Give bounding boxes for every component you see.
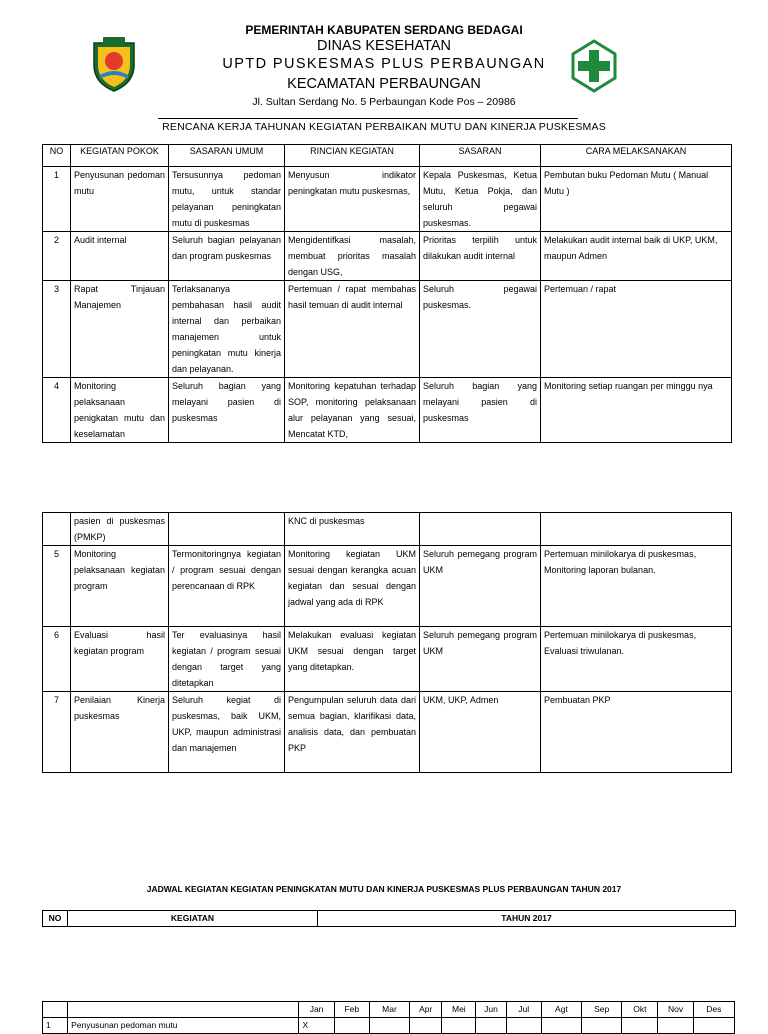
sasaran-cell: Kepala Puskesmas, Ketua Mutu, Ketua Pokja, dan seluruh pegawai puskesmas. [420, 167, 541, 232]
month-header: Jan [299, 1002, 334, 1018]
month-header: Feb [334, 1002, 369, 1018]
month-header: Nov [658, 1002, 693, 1018]
cara-melaksanakan-cell: Pertemuan / rapat [541, 281, 732, 378]
schedule-row-kegiatan: Penyusunan pedoman mutu [68, 1018, 299, 1034]
col-header-kegiatan-pokok: KEGIATAN POKOK [71, 145, 169, 167]
kegiatan-pokok-cell: Penilaian Kinerja puskesmas [71, 692, 169, 773]
schedule-mark-cell [622, 1018, 658, 1034]
schedule-mark-cell [442, 1018, 476, 1034]
kegiatan-pokok-cell: Monitoring pelaksanaan kegiatan program [71, 546, 169, 627]
plan-title: RENCANA KERJA TAHUNAN KEGIATAN PERBAIKAN MUTU DAN KINERJA PUSKESMAS [162, 121, 606, 133]
kegiatan-pokok-cell: Monitoring pelaksanaan penigkatan mutu dan keselamatan [71, 378, 169, 443]
row-number: 4 [43, 378, 71, 443]
row-number: 6 [43, 627, 71, 692]
row-number: 2 [43, 232, 71, 281]
rincian-kegiatan-cell: Menyusun indikator peningkatan mutu puskesmas, [285, 167, 420, 232]
header-office: DINAS KESEHATAN [316, 38, 452, 54]
sasaran-cell: Seluruh bagian yang melayani pasien di puskesmas [420, 378, 541, 443]
col-header-rincian-kegiatan: RINCIAN KEGIATAN [285, 145, 420, 167]
rincian-kegiatan-cell: Monitoring kegiatan UKM sesuai dengan kerangka acuan kegiatan dan sesuai dengan jadwal yang ada di RPK [285, 546, 420, 627]
month-header: Sep [582, 1002, 622, 1018]
sasaran-cell: Seluruh pemegang program UKM [420, 546, 541, 627]
month-header: Mei [442, 1002, 476, 1018]
schedule-header-kegiatan: KEGIATAN [68, 911, 318, 927]
row-number: 1 [43, 167, 71, 232]
table-row [43, 167, 732, 232]
col-header-sasaran-umum: SASARAN UMUM [169, 145, 285, 167]
schedule-header-table [42, 910, 736, 927]
sasaran-umum-cell: Seluruh kegiat di puskesmas, baik UKM, UKP, maupun administrasi dan manajemen [169, 692, 285, 773]
month-header: Okt [622, 1002, 658, 1018]
month-header: Mar [369, 1002, 409, 1018]
cara-melaksanakan-cell: Pertemuan minilokarya di puskesmas, Evaluasi triwulanan. [541, 627, 732, 692]
schedule-blank-kegiatan [68, 1002, 299, 1018]
sasaran-cell: UKM, UKP, Admen [420, 692, 541, 773]
cara-melaksanakan-cell: Pertemuan minilokarya di puskesmas, Monitoring laporan bulanan. [541, 546, 732, 627]
schedule-mark-cell [506, 1018, 541, 1034]
month-header: Agt [541, 1002, 581, 1018]
schedule-row-number: 1 [43, 1018, 68, 1034]
schedule-header-row [43, 911, 736, 927]
row-number: 7 [43, 692, 71, 773]
sasaran-cell: Seluruh pemegang program UKM [420, 627, 541, 692]
sasaran-cell: Prioritas terpilih untuk dilakukan audit internal [420, 232, 541, 281]
col-header-no: NO [43, 145, 71, 167]
sasaran-cell: Seluruh pegawai puskesmas. [420, 281, 541, 378]
plan-table-header [43, 145, 732, 167]
table-row [43, 281, 732, 378]
sasaran-umum-cell: Ter evaluasinya hasil kegiatan / program sesuai dengan target yang ditetapkan [169, 627, 285, 692]
schedule-month-row [43, 1002, 735, 1018]
table-row [43, 378, 732, 443]
kegiatan-pokok-cell: Rapat Tinjauan Manajemen [71, 281, 169, 378]
cara-melaksanakan-cell: Monitoring setiap ruangan per minggu nya [541, 378, 732, 443]
header-address: Jl. Sultan Serdang No. 5 Perbaungan Kode Pos – 20986 [252, 96, 516, 108]
header-district: KECAMATAN PERBAUNGAN [287, 76, 481, 92]
col-header-sasaran: SASARAN [420, 145, 541, 167]
sasaran-umum-cell: Seluruh bagian pelayanan dan program puskesmas [169, 232, 285, 281]
table-row [43, 627, 732, 692]
rincian-kegiatan-cell: KNC di puskesmas [285, 513, 420, 546]
schedule-mark-cell: X [299, 1018, 334, 1034]
kegiatan-pokok-cell: Evaluasi hasil kegiatan program [71, 627, 169, 692]
row-number: 5 [43, 546, 71, 627]
month-header: Des [693, 1002, 734, 1018]
month-header: Apr [410, 1002, 442, 1018]
schedule-mark-cell [582, 1018, 622, 1034]
table-row [43, 692, 732, 773]
plan-table-continued [42, 512, 732, 773]
schedule-row [43, 1018, 735, 1034]
sasaran-umum-cell: Seluruh bagian yang melayani pasien di puskesmas [169, 378, 285, 443]
plan-table [42, 144, 732, 443]
header-government: PEMERINTAH KABUPATEN SERDANG BEDAGAI [245, 23, 523, 37]
rincian-kegiatan-cell: Melakukan evaluasi kegiatan UKM sesuai dengan target yang ditetapkan. [285, 627, 420, 692]
kegiatan-pokok-cell: Audit internal [71, 232, 169, 281]
month-header: Jun [476, 1002, 506, 1018]
row-number: 3 [43, 281, 71, 378]
rincian-kegiatan-cell: Monitoring kepatuhan terhadap SOP, monitoring pelaksanaan alur pelayanan yang sesuai, Mencatat KTD, [285, 378, 420, 443]
schedule-mark-cell [369, 1018, 409, 1034]
schedule-mark-cell [693, 1018, 734, 1034]
rincian-kegiatan-cell: Mengidentifkasi masalah, membuat prioritas masalah dengan USG, [285, 232, 420, 281]
schedule-mark-cell [476, 1018, 506, 1034]
col-header-cara-melaksanakan: CARA MELAKSANAKAN [541, 145, 732, 167]
table-row [43, 513, 732, 546]
sasaran-umum-cell: Terlaksananya pembahasan hasil audit internal dan perbaikan manajemen untuk peningkatan mutu kinerja dan pelayanan. [169, 281, 285, 378]
rincian-kegiatan-cell: Pertemuan / rapat membahas hasil temuan di audit internal [285, 281, 420, 378]
schedule-table [42, 1001, 735, 1034]
month-header: Jul [506, 1002, 541, 1018]
schedule-mark-cell [334, 1018, 369, 1034]
cara-melaksanakan-cell: Melakukan audit internal baik di UKP, UKM, maupun Admen [541, 232, 732, 281]
schedule-blank-no [43, 1002, 68, 1018]
row-number [43, 513, 71, 546]
schedule-header-year: TAHUN 2017 [318, 911, 736, 927]
sasaran-umum-cell [169, 513, 285, 546]
schedule-mark-cell [541, 1018, 581, 1034]
header-rule [158, 118, 578, 119]
cara-melaksanakan-cell [541, 513, 732, 546]
kegiatan-pokok-cell: Penyusunan pedoman mutu [71, 167, 169, 232]
cara-melaksanakan-cell: Pembuatan PKP [541, 692, 732, 773]
rincian-kegiatan-cell: Pengumpulan seluruh data dari semua bagian, klarifikasi data, analisis data, dan pembuatan PKP [285, 692, 420, 773]
schedule-header-no: NO [43, 911, 68, 927]
cara-melaksanakan-cell: Pembutan buku Pedoman Mutu ( Manual Mutu ) [541, 167, 732, 232]
schedule-mark-cell [410, 1018, 442, 1034]
sasaran-umum-cell: Termonitoringnya kegiatan / program sesuai dengan perencanaan di RPK [169, 546, 285, 627]
header-unit: UPTD PUSKESMAS PLUS PERBAUNGAN [222, 56, 546, 72]
table-row [43, 232, 732, 281]
sasaran-umum-cell: Tersusunnya pedoman mutu, untuk standar pelayanan peningkatan mutu di puskesmas [169, 167, 285, 232]
table-row [43, 546, 732, 627]
schedule-mark-cell [658, 1018, 693, 1034]
sasaran-cell [420, 513, 541, 546]
kegiatan-pokok-cell: pasien di puskesmas (PMKP) [71, 513, 169, 546]
schedule-title: JADWAL KEGIATAN KEGIATAN PENINGKATAN MUTU DAN KINERJA PUSKESMAS PLUS PERBAUNGAN TAHUN 2017 [146, 884, 622, 894]
